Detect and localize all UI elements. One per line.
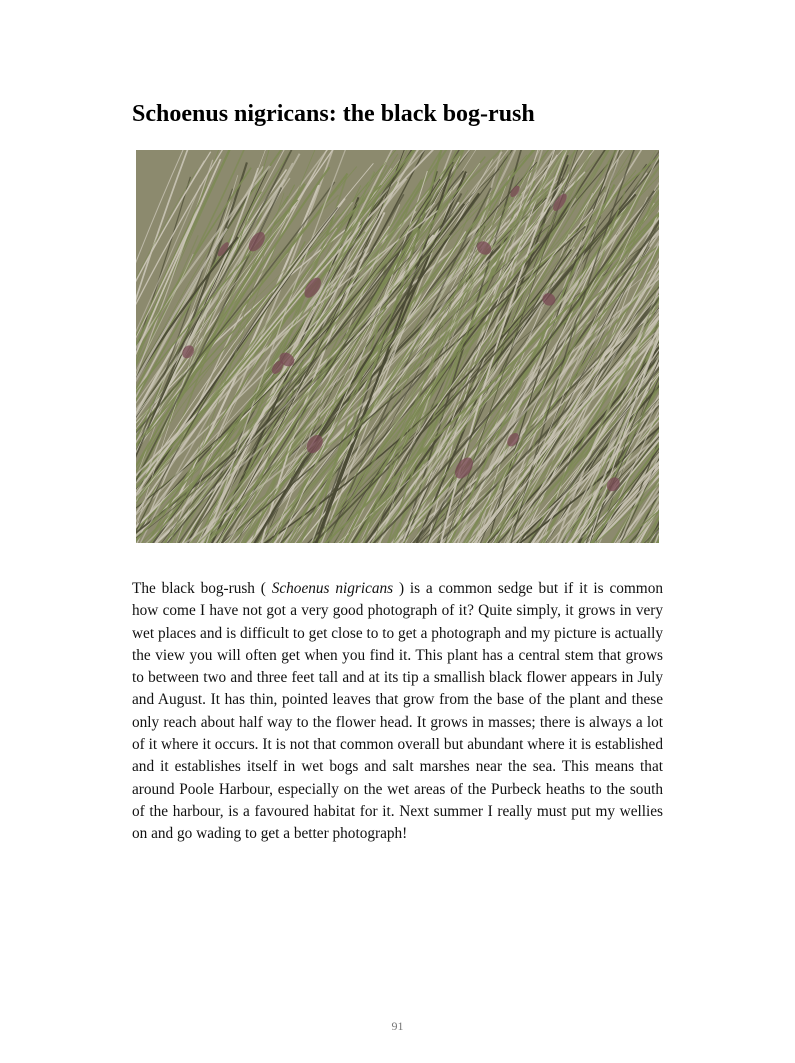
page-title: Schoenus nigricans: the black bog-rush: [132, 101, 535, 127]
bog-rush-photo: [136, 150, 659, 543]
body-paragraph: [132, 578, 663, 846]
species-name: Schoenus nigricans: [271, 580, 394, 597]
grass-illustration: [136, 150, 659, 543]
paragraph-body: ) is a common sedge but if it is common how come I have not got a very good photograph of it? Quite simply, it grows in very wet places and is difficult to get close to to get a photograph and my picture is actually the view you will often get when you find it. This plant has a central stem that grows to between two and three feet tall and at its tip a smallish black flower appears in July and August. It has thin, pointed leaves that grow from the base of the plant and these only reach about half way to the flower head. It grows in masses; there is always a lot of it where it occurs. It is not that common overall but abundant where it is established and it establishes itself in wet bogs and salt marshes near the sea. This means that around Poole Harbour, especially on the wet areas of the Purbeck heaths to the south of the harbour, is a favoured habitat for it. Next summer I really must put my wellies on and go wading to get a better photograph!: [132, 580, 664, 843]
paragraph-intro: The black bog-rush (: [132, 580, 272, 597]
page-number: 91: [391, 1019, 404, 1033]
